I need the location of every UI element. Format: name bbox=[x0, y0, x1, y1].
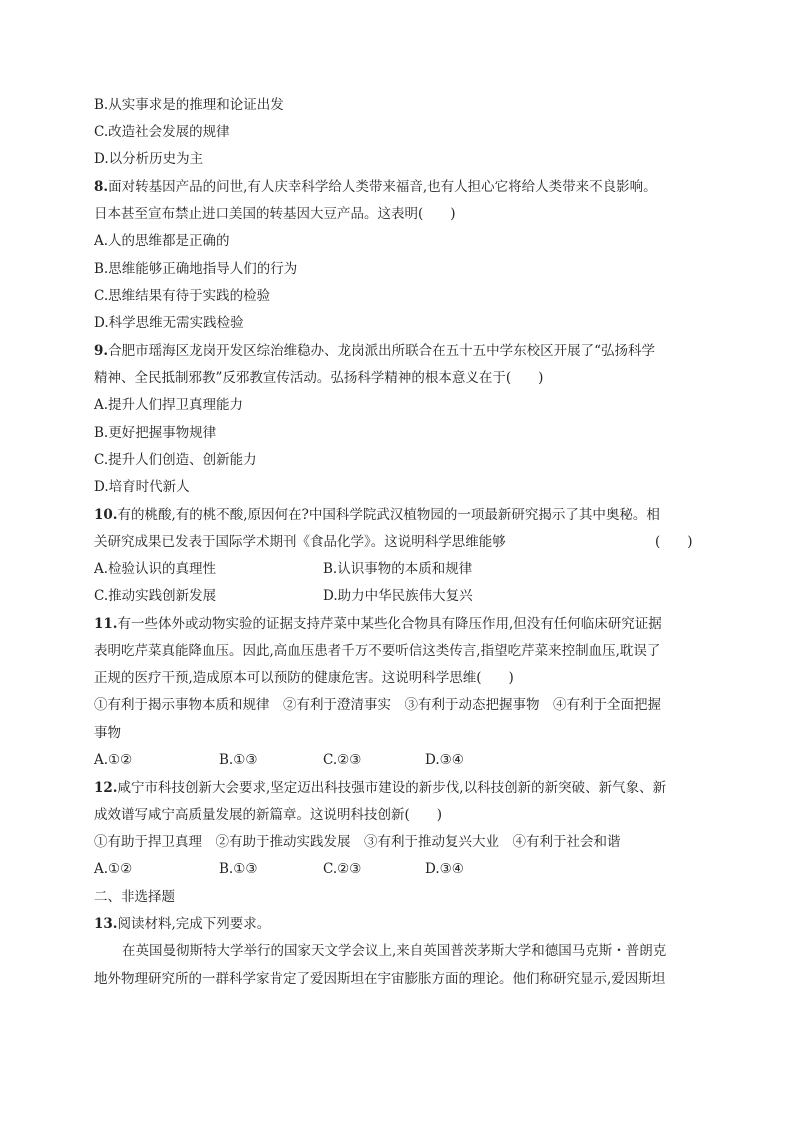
q8-stem-line1 bbox=[94, 177, 657, 197]
q9-stem-line1 bbox=[94, 341, 655, 361]
q11-option-a: A.①② bbox=[94, 752, 133, 768]
q7-option-d: D.以分析历史为主 bbox=[94, 151, 204, 167]
q11-option-c: C.②③ bbox=[323, 752, 362, 768]
q12-option-a: A.①② bbox=[94, 861, 133, 877]
q12-option-b: B.①③ bbox=[219, 861, 258, 877]
q10-option-c: C.推动实践创新发展 bbox=[94, 588, 217, 604]
q11-stem-line1 bbox=[94, 614, 662, 634]
q9-option-c: C.提升人们创造、创新能力 bbox=[94, 452, 257, 468]
q8-stem-text1: 面对转基因产品的问世,有人庆幸科学给人类带来福音,也有人担心它将给人类带来不良影响。 bbox=[108, 179, 657, 195]
q10-stem-line1 bbox=[94, 505, 660, 525]
q10-stem-text1: 有的桃酸,有的桃不酸,原因何在?中国科学院武汉植物园的一项最新研究揭示了其中奥秘。相 bbox=[117, 507, 660, 523]
q8-stem-line2: 日本甚至宣布禁止进口美国的转基因大豆产品。这表明( ) bbox=[94, 206, 456, 222]
q12-items: ①有助于捍卫真理 ②有助于推动实践发展 ③有利于推动复兴大业 ④有利于社会和谐 bbox=[94, 834, 621, 850]
q13-prompt-line bbox=[94, 914, 270, 934]
q7-option-c: C.改造社会发展的规律 bbox=[94, 124, 230, 140]
q9-option-a: A.提升人们捍卫真理能力 bbox=[94, 397, 244, 413]
q12-number: 12. bbox=[94, 780, 118, 796]
q12-stem-line2: 成效谱写咸宁高质量发展的新篇章。这说明科技创新( ) bbox=[94, 807, 443, 823]
q13-prompt: 阅读材料,完成下列要求。 bbox=[117, 916, 271, 932]
q12-option-d: D.③④ bbox=[425, 861, 464, 877]
q8-option-b: B.思维能够正确地指导人们的行为 bbox=[94, 261, 298, 277]
q11-option-b: B.①③ bbox=[219, 752, 258, 768]
q11-items-line1: ①有利于揭示事物本质和规律 ②有利于澄清事实 ③有利于动态把握事物 ④有利于全面把握 bbox=[94, 697, 661, 713]
q10-option-d: D.助力中华民族伟大复兴 bbox=[323, 588, 473, 604]
q10-answer-paren: ( ) bbox=[655, 534, 693, 550]
q8-number: 8. bbox=[94, 179, 109, 195]
q11-number: 11. bbox=[94, 616, 118, 632]
q12-stem-text1: 咸宁市科技创新大会要求,坚定迈出科技强市建设的新步伐,以科技创新的新突破、新气象、新 bbox=[117, 780, 667, 796]
q11-stem-line2: 表明吃芹菜真能降血压。因此,高血压患者千万不要听信这类传言,指望吃芹菜来控制血压,耽误了 bbox=[94, 643, 661, 659]
q9-stem-line2: 精神、全民抵制邪教”反邪教宣传活动。弘扬科学精神的根本意义在于( ) bbox=[94, 370, 544, 386]
q12-stem-line1 bbox=[94, 778, 666, 798]
q11-items-line2: 事物 bbox=[94, 725, 121, 741]
q9-option-d: D.培育时代新人 bbox=[94, 479, 190, 495]
q10-option-a: A.检验认识的真理性 bbox=[94, 561, 217, 577]
q8-option-d: D.科学思维无需实践检验 bbox=[94, 315, 244, 331]
q13-number: 13. bbox=[94, 916, 118, 932]
q11-stem-text1: 有一些体外或动物实验的证据支持芹菜中某些化合物具有降压作用,但没有任何临床研究证据 bbox=[117, 616, 662, 632]
section-title: 二、非选择题 bbox=[94, 889, 175, 905]
q13-material-line1: 在英国曼彻斯特大学举行的国家天文学会议上,来自英国普茨茅斯大学和德国马克斯・普朗克 bbox=[122, 943, 667, 959]
q12-option-c: C.②③ bbox=[323, 861, 362, 877]
q10-number: 10. bbox=[94, 507, 118, 523]
q11-stem-line3: 正规的医疗干预,造成原本可以预防的健康危害。这说明科学思维( ) bbox=[94, 670, 514, 686]
q9-stem-text1: 合肥市瑶海区龙岗开发区综治维稳办、龙岗派出所联合在五十五中学东校区开展了“弘扬科学 bbox=[108, 343, 655, 359]
q13-material-line2: 地外物理研究所的一群科学家肯定了爱因斯坦在宇宙膨胀方面的理论。他们称研究显示,爱因斯坦 bbox=[94, 971, 666, 987]
q8-option-a: A.人的思维都是正确的 bbox=[94, 233, 230, 249]
q8-option-c: C.思维结果有待于实践的检验 bbox=[94, 288, 271, 304]
q9-option-b: B.更好把握事物规律 bbox=[94, 425, 217, 441]
q7-option-b: B.从实事求是的推理和论证出发 bbox=[94, 97, 284, 113]
q9-number: 9. bbox=[94, 343, 109, 359]
q10-option-b: B.认识事物的本质和规律 bbox=[323, 561, 473, 577]
q10-stem-line2: 关研究成果已发表于国际学术期刊《食品化学》。这说明科学思维能够 bbox=[94, 534, 506, 550]
q11-option-d: D.③④ bbox=[425, 752, 464, 768]
